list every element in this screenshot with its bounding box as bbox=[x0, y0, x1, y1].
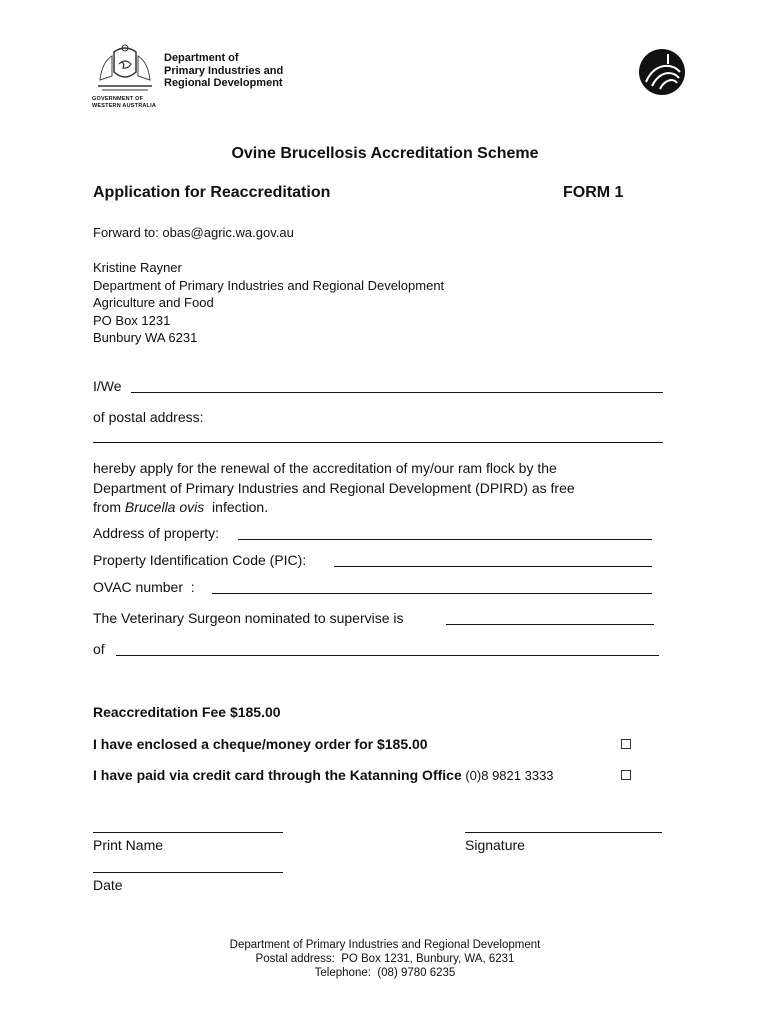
application-title: Application for Reaccreditation bbox=[93, 184, 331, 201]
recipient-division: Agriculture and Food bbox=[93, 295, 214, 310]
postal-address-label: of postal address: bbox=[93, 409, 204, 425]
date-label: Date bbox=[93, 877, 123, 893]
cheque-option-label: I have enclosed a cheque/money order for $185.00 bbox=[93, 736, 428, 752]
pic-field[interactable] bbox=[334, 566, 652, 567]
card-option-label: I have paid via credit card through the Katanning Office bbox=[93, 767, 462, 783]
declaration-line1: hereby apply for the renewal of the accreditation of my/our ram flock by the bbox=[93, 460, 557, 476]
ovac-field[interactable] bbox=[212, 593, 652, 594]
pic-label: Property Identification Code (PIC): bbox=[93, 552, 307, 568]
agriculture-badge-icon bbox=[638, 48, 686, 96]
property-address-field[interactable] bbox=[238, 539, 652, 540]
of-label: of bbox=[93, 641, 105, 657]
postal-address-field[interactable] bbox=[93, 442, 663, 443]
department-name-line1: Department of bbox=[164, 52, 239, 64]
form-number: FORM 1 bbox=[563, 184, 624, 201]
signature-label: Signature bbox=[465, 837, 525, 853]
print-name-field[interactable] bbox=[93, 832, 283, 833]
katanning-phone: (0)8 9821 3333 bbox=[461, 768, 554, 783]
property-address-label: Address of property: bbox=[93, 525, 220, 541]
declaration-line3 bbox=[93, 498, 268, 518]
government-label-line1: GOVERNMENT OF bbox=[92, 96, 144, 102]
brucella-ovis-term: Brucella ovis bbox=[124, 499, 205, 515]
recipient-town: Bunbury WA 6231 bbox=[93, 330, 198, 345]
forward-to-email: Forward to: obas@agric.wa.gov.au bbox=[93, 225, 294, 240]
scheme-title: Ovine Brucellosis Accreditation Scheme bbox=[231, 145, 539, 162]
declaration-from: from bbox=[93, 499, 125, 515]
declaration-end: infection. bbox=[204, 499, 269, 515]
government-label-line2: WESTERN AUSTRALIA bbox=[92, 103, 156, 109]
signature-field[interactable] bbox=[465, 832, 662, 833]
ovac-label: OVAC number : bbox=[93, 579, 195, 595]
recipient-name: Kristine Rayner bbox=[93, 260, 182, 275]
card-checkbox[interactable] bbox=[621, 770, 631, 780]
department-name-line3: Regional Development bbox=[164, 77, 283, 89]
fee-heading: Reaccreditation Fee $185.00 bbox=[93, 704, 281, 720]
vet-name-field[interactable] bbox=[446, 624, 654, 625]
recipient-po-box: PO Box 1231 bbox=[93, 312, 171, 328]
vet-label: The Veterinary Surgeon nominated to supervise is bbox=[93, 610, 404, 626]
print-name-label: Print Name bbox=[93, 837, 164, 853]
declaration-line2: Department of Primary Industries and Regional Development (DPIRD) as free bbox=[93, 479, 575, 496]
recipient-department: Department of Primary Industries and Regional Development bbox=[93, 277, 445, 293]
card-option-row bbox=[93, 766, 554, 786]
date-field[interactable] bbox=[93, 872, 283, 873]
iwe-label: I/We bbox=[93, 378, 122, 394]
footer-department: Department of Primary Industries and Regional Development bbox=[229, 939, 541, 951]
wa-government-crest-icon bbox=[92, 42, 158, 94]
vet-address-field[interactable] bbox=[116, 655, 659, 656]
department-name-line2: Primary Industries and bbox=[164, 64, 284, 77]
cheque-checkbox[interactable] bbox=[621, 739, 631, 749]
footer-postal-address: Postal address: PO Box 1231, Bunbury, WA, 6231 bbox=[255, 953, 515, 965]
footer-telephone: Telephone: (08) 9780 6235 bbox=[314, 967, 456, 979]
iwe-field[interactable] bbox=[131, 392, 663, 393]
